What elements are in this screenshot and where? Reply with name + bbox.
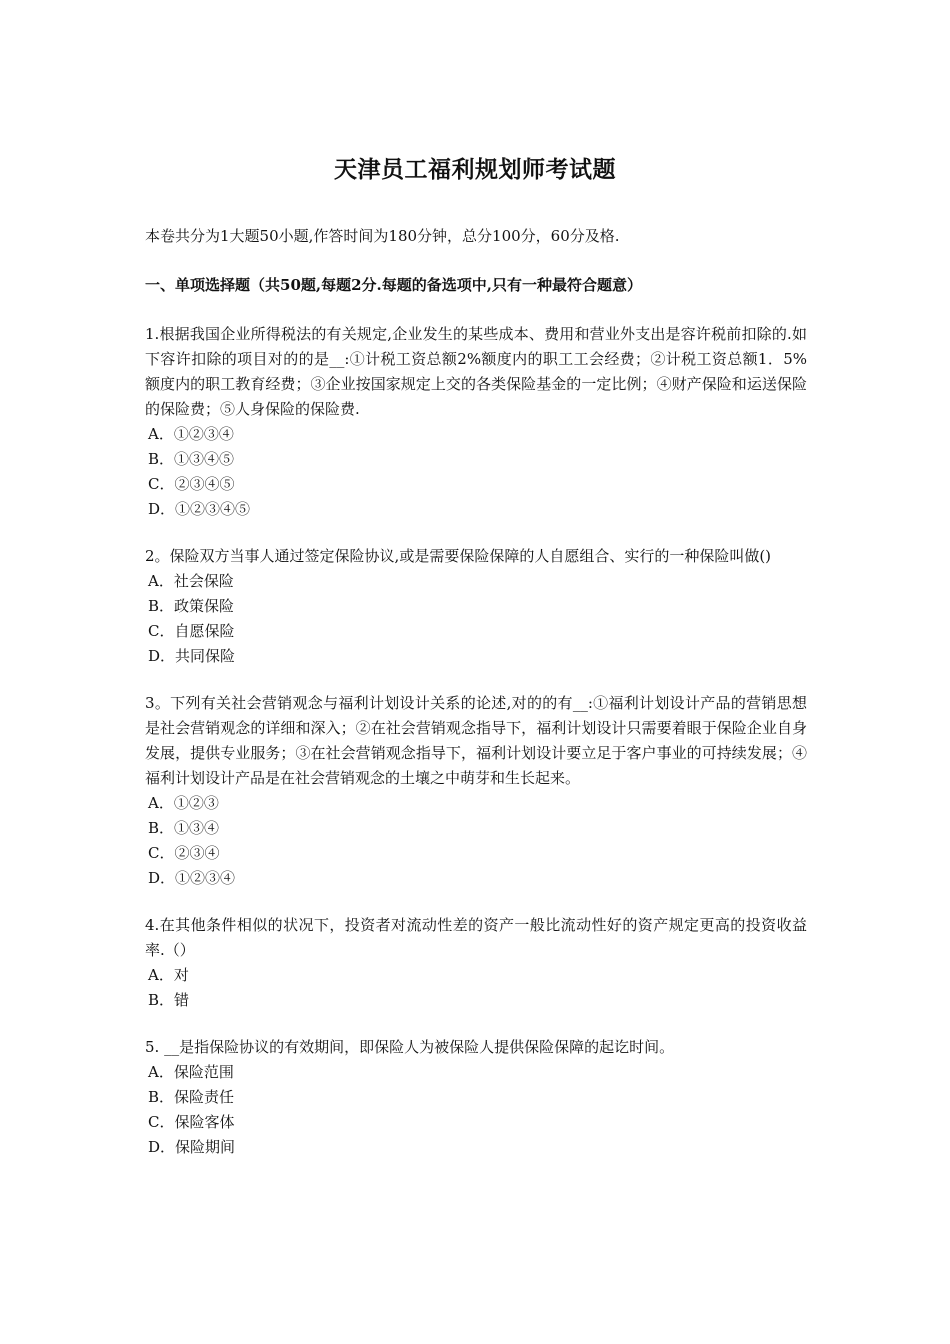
option-b: B．①③④⑤ bbox=[148, 450, 235, 468]
option-a: A．①②③ bbox=[148, 794, 219, 812]
question-4 bbox=[145, 913, 807, 1013]
question-5 bbox=[145, 1035, 807, 1160]
question-stem: 2。保险双方当事人通过签定保险协议,或是需要保险保障的人自愿组合、实行的一种保险叫做() bbox=[145, 547, 772, 565]
question-stem: 1.根据我国企业所得税法的有关规定,企业发生的某些成本、费用和营业外支出是容许税前扣除的.如下容许扣除的项目对的的是__:①计税工资总额2%额度内的职工工会经费；②计税工资总额1．5%额度内的职工教育经费；③企业按国家规定上交的各类保险基金的一定比例；④财产保险和运送保险的保险费；⑤人身保险的保险费. bbox=[145, 325, 807, 418]
section-heading: 一、单项选择题（共50题,每题2分.每题的备选项中,只有一种最符合题意） bbox=[145, 276, 642, 294]
option-a: A．社会保险 bbox=[148, 572, 234, 590]
option-d: D．①②③④⑤ bbox=[148, 500, 251, 518]
option-b: B．①③④ bbox=[148, 819, 220, 837]
option-a: A．①②③④ bbox=[148, 425, 234, 443]
option-b: B．错 bbox=[148, 991, 190, 1009]
question-stem: 3。下列有关社会营销观念与福利计划设计关系的论述,对的的有__:①福利计划设计产品的营销思想是社会营销观念的详细和深入；②在社会营销观念指导下，福利计划设计只需要着眼于保险企业自身发展，提供专业服务；③在社会营销观念指导下，福利计划设计要立足于客户事业的可持续发展；④福利计划设计产品是在社会营销观念的土壤之中萌芽和生长起来。 bbox=[145, 694, 807, 787]
option-list bbox=[145, 1060, 807, 1160]
option-a: A．对 bbox=[148, 966, 189, 984]
option-b: B．保险责任 bbox=[148, 1088, 235, 1106]
option-list bbox=[145, 963, 807, 1013]
option-list bbox=[145, 422, 807, 522]
option-b: B．政策保险 bbox=[148, 597, 235, 615]
exam-intro: 本卷共分为1大题50小题,作答时间为180分钟，总分100分，60分及格. bbox=[145, 227, 620, 245]
question-2 bbox=[145, 544, 807, 669]
option-d: D．共同保险 bbox=[148, 647, 236, 665]
option-c: C．②③④⑤ bbox=[148, 475, 235, 493]
document-body bbox=[145, 224, 807, 1182]
option-c: C．保险客体 bbox=[148, 1113, 235, 1131]
document-title: 天津员工福利规划师考试题 bbox=[334, 156, 616, 183]
question-stem: 4.在其他条件相似的状况下，投资者对流动性差的资产一般比流动性好的资产规定更高的投资收益率.（） bbox=[145, 916, 807, 959]
option-list bbox=[145, 569, 807, 669]
question-3 bbox=[145, 691, 807, 891]
question-stem: 5. __是指保险协议的有效期间，即保险人为被保险人提供保险保障的起讫时间。 bbox=[145, 1038, 675, 1056]
option-a: A．保险范围 bbox=[148, 1063, 234, 1081]
question-1 bbox=[145, 322, 807, 522]
option-c: C．自愿保险 bbox=[148, 622, 235, 640]
option-c: C．②③④ bbox=[148, 844, 220, 862]
option-d: D．①②③④ bbox=[148, 869, 236, 887]
option-d: D．保险期间 bbox=[148, 1138, 236, 1156]
option-list bbox=[145, 791, 807, 891]
